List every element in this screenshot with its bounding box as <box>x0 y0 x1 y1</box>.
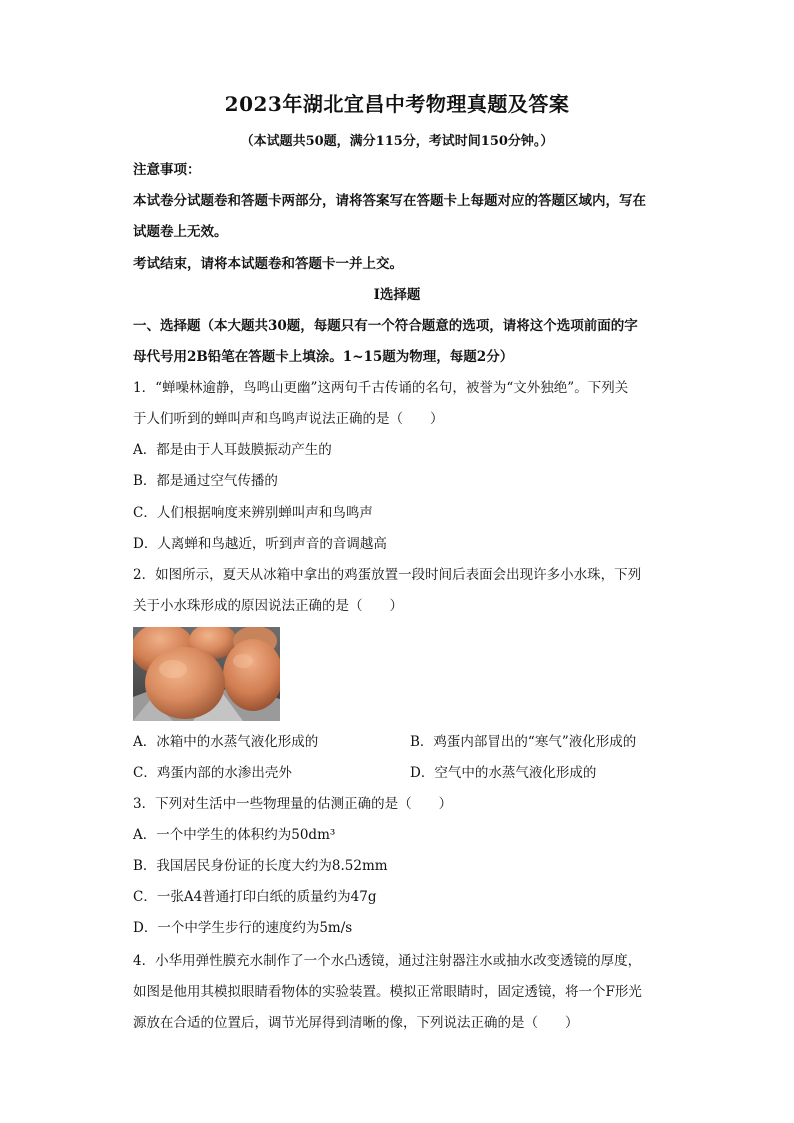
section-intro-b: 母代号用2B铅笔在答题卡上填涂。1~15题为物理，每题2分） <box>133 349 514 365</box>
q1-stem-a: 1．“蝉噪林逾静，鸟鸣山更幽”这两句千古传诵的名句，被誉为“文外独绝”。下列关 <box>133 380 629 396</box>
q3-stem: 3．下列对生活中一些物理量的估测正确的是（ ） <box>133 796 453 812</box>
q2-option-d: D．空气中的水蒸气液化形成的 <box>410 765 597 781</box>
exam-info: （本试题共50题，满分115分，考试时间150分钟。） <box>240 134 554 149</box>
q2-stem-a: 2．如图所示，夏天从冰箱中拿出的鸡蛋放置一段时间后表面会出现许多小水珠，下列 <box>133 567 642 583</box>
document-title: 2023年湖北宜昌中考物理真题及答案 <box>224 92 570 116</box>
q2-option-a: A．冰箱中的水蒸气液化形成的 <box>133 734 319 750</box>
section-intro-a: 一、选择题（本大题共30题，每题只有一个符合题意的选项，请将这个选项前面的字 <box>133 318 638 334</box>
section-title: Ⅰ选择题 <box>373 287 421 303</box>
notice-line-1b: 试题卷上无效。 <box>133 224 228 240</box>
q2-option-c: C．鸡蛋内部的水渗出壳外 <box>133 765 292 781</box>
q2-option-b: B．鸡蛋内部冒出的“寒气”液化形成的 <box>410 734 637 750</box>
q4-stem-a: 4．小华用弹性膜充水制作了一个水凸透镜，通过注射器注水或抽水改变透镜的厚度， <box>133 953 642 969</box>
q1-option-b: B．都是通过空气传播的 <box>133 473 278 489</box>
notice-heading: 注意事项： <box>133 162 201 178</box>
eggs-photo <box>133 627 280 721</box>
q3-option-b: B．我国居民身份证的长度大约为8.52mm <box>133 858 388 874</box>
q1-option-c: C．人们根据响度来辨别蝉叫声和鸟鸣声 <box>133 505 373 521</box>
q3-option-a: A．一个中学生的体积约为50dm³ <box>133 827 336 843</box>
q1-option-d: D．人离蝉和鸟越近，听到声音的音调越高 <box>133 536 387 552</box>
q1-stem-b: 于人们听到的蝉叫声和鸟鸣声说法正确的是（ ） <box>133 411 444 427</box>
q2-stem-b: 关于小水珠形成的原因说法正确的是（ ） <box>133 598 403 614</box>
notice-line-2: 考试结束，请将本试题卷和答题卡一并上交。 <box>133 256 403 272</box>
q3-option-d: D．一个中学生步行的速度约为5m/s <box>133 920 353 936</box>
q4-stem-c: 源放在合适的位置后，调节光屏得到清晰的像，下列说法正确的是（ ） <box>133 1015 579 1031</box>
q3-option-c: C．一张A4普通打印白纸的质量约为47g <box>133 889 377 905</box>
notice-line-1a: 本试卷分试题卷和答题卡两部分，请将答案写在答题卡上每题对应的答题区域内，写在 <box>133 193 646 209</box>
q4-stem-b: 如图是他用其模拟眼睛看物体的实验装置。模拟正常眼睛时，固定透镜，将一个F形光 <box>133 984 642 1000</box>
q1-option-a: A．都是由于人耳鼓膜振动产生的 <box>133 442 332 458</box>
